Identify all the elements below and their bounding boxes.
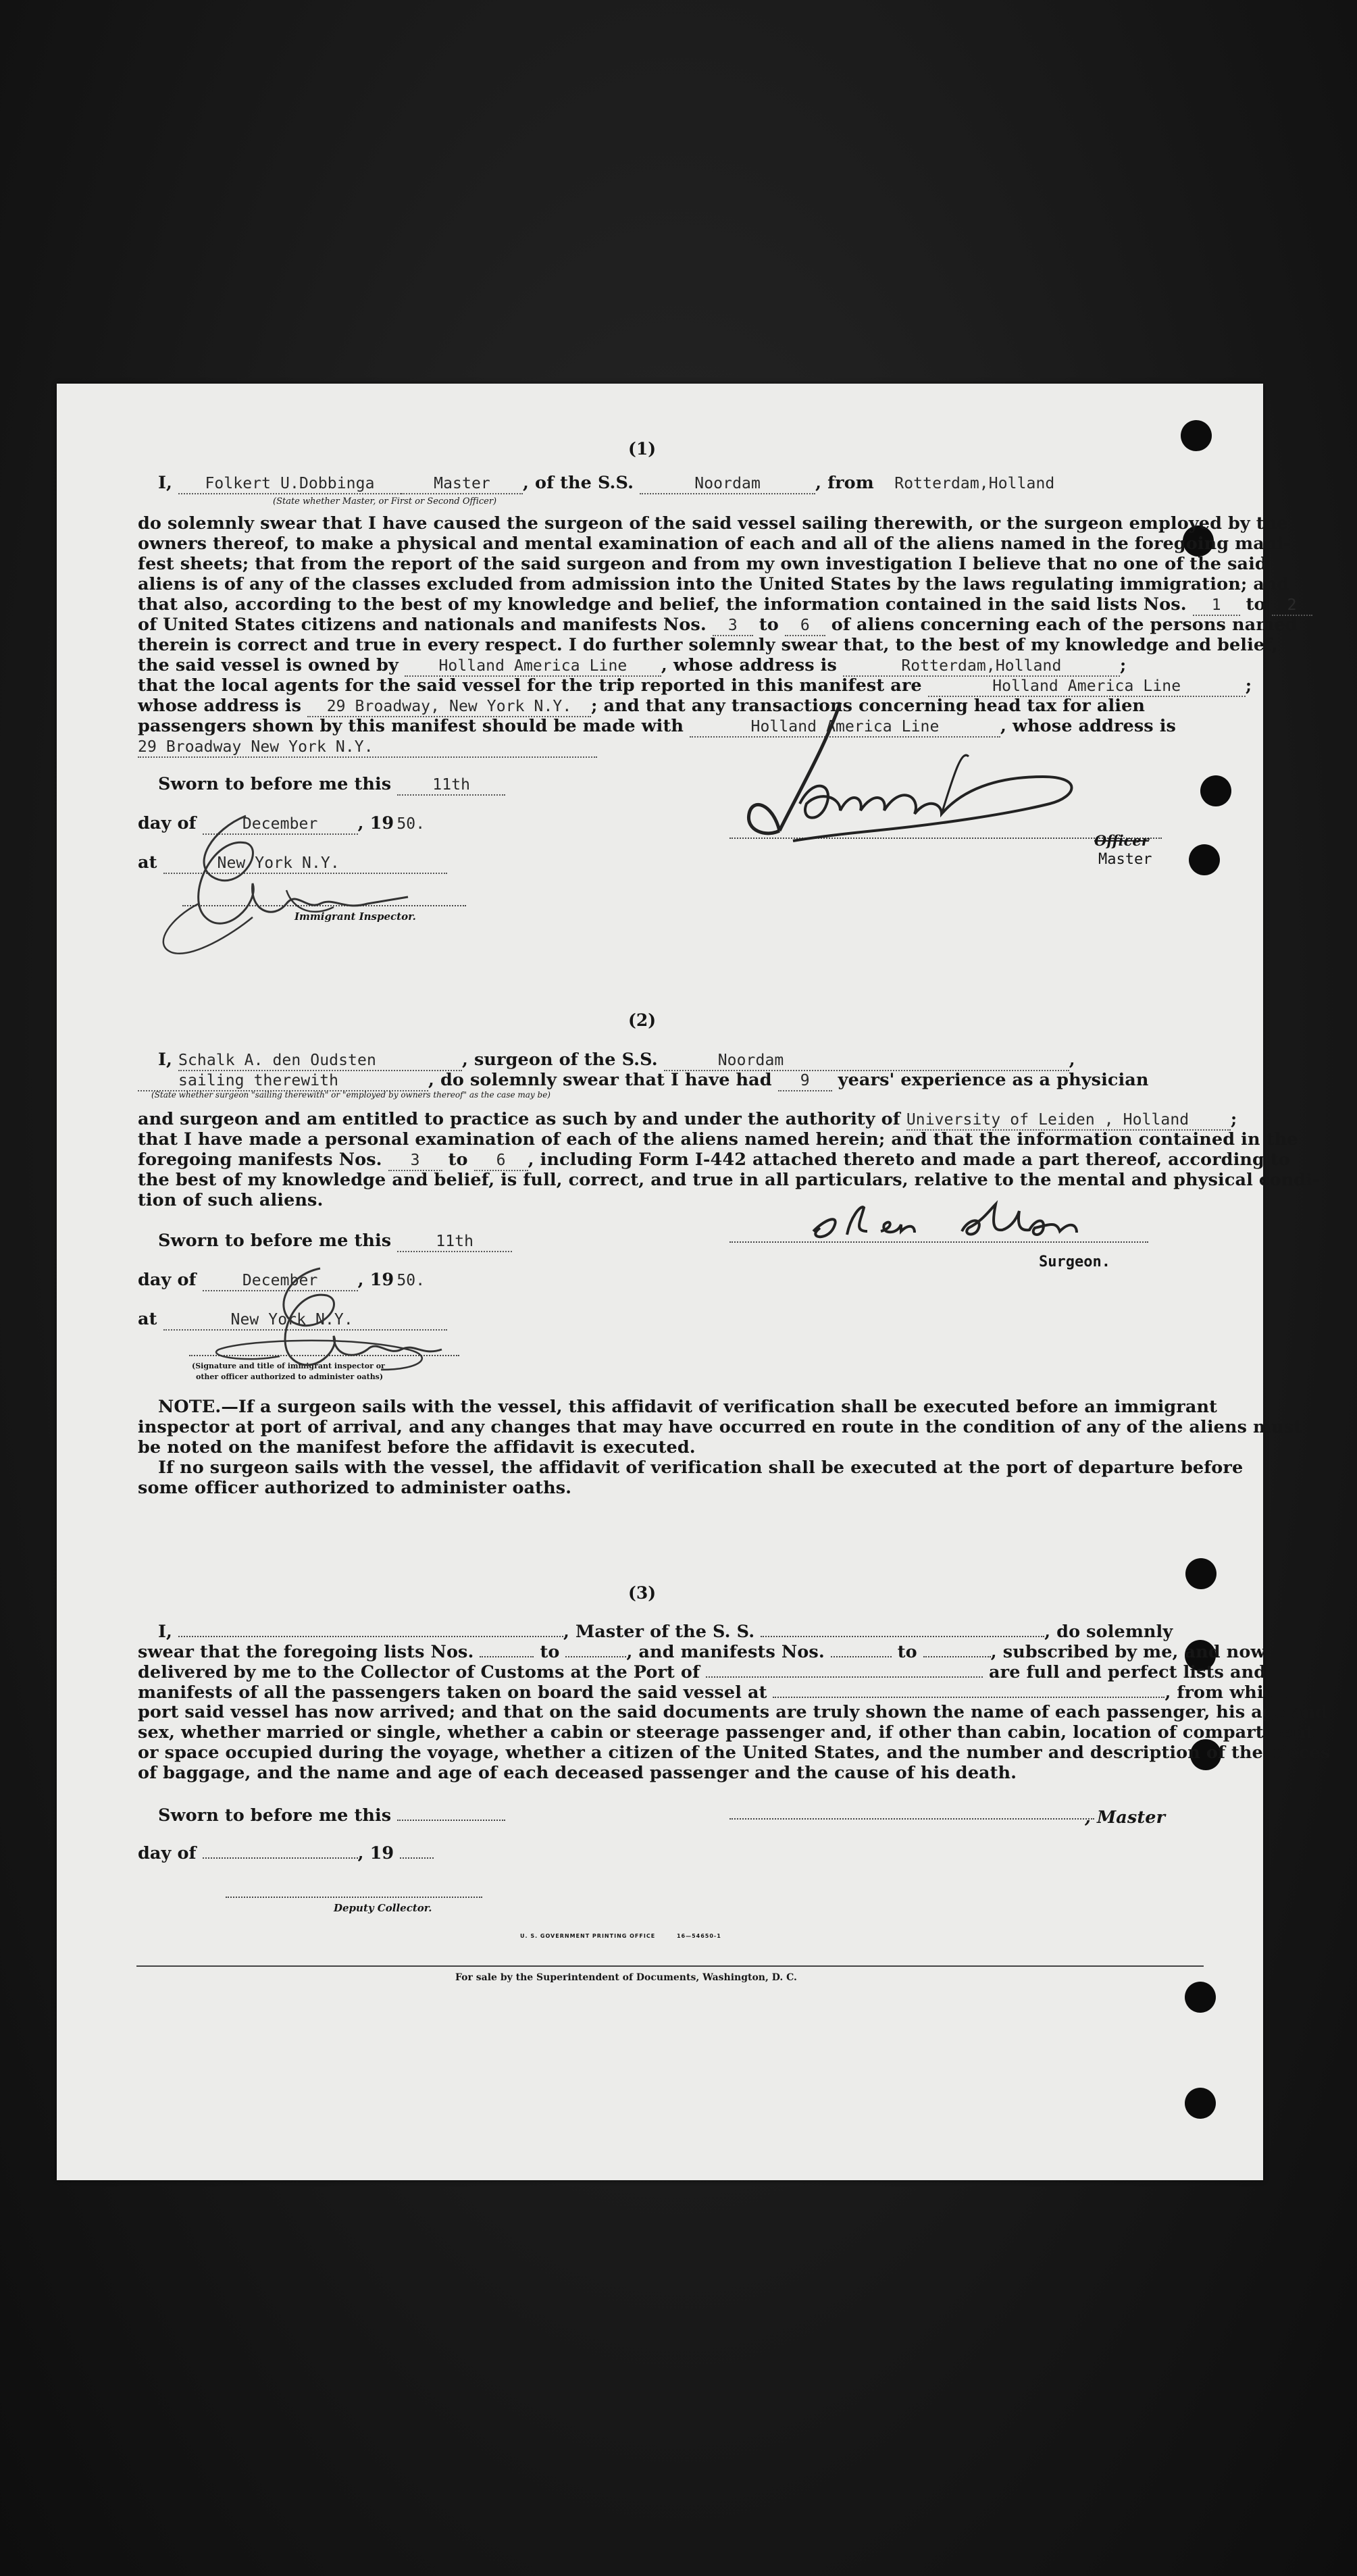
section-2-text: the best of my knowledge and belief, is full, correct, and true in all particulars, relative to the mental and physical condi- — [138, 1170, 1320, 1190]
section-3-line-6: sex, whether married or single, whether a cabin or steerage passenger and, if other than cabin, location of compartment — [138, 1722, 1314, 1743]
surgeon-manifests-to: 6 — [474, 1151, 528, 1171]
section-1-place-line: at New York N.Y. — [138, 852, 447, 874]
section-2-place-line: at New York N.Y. — [138, 1309, 447, 1331]
surgeon-inspector-signature — [178, 1248, 476, 1383]
sworn-year: 50. — [396, 815, 426, 833]
agents-address: 29 Broadway, New York N.Y. — [307, 697, 591, 717]
section-3-line-2: swear that the foregoing lists Nos. to , and manifests Nos. to , subscribed by me, and now — [138, 1642, 1266, 1662]
section-3-sworn-line: Sworn to before me this — [158, 1805, 505, 1826]
surgeon-sworn-day: 11th — [397, 1232, 512, 1252]
manifests-to: 6 — [785, 616, 825, 636]
punch-hole — [1185, 1558, 1217, 1589]
vessel-name: Noordam — [640, 474, 815, 494]
surgeon-sworn-month: December — [203, 1271, 358, 1291]
footer-rule — [136, 1965, 1204, 1967]
section-2-sailing-line: sailing therewith , do solemnly swear that I have had 9 years' experience as a physician — [138, 1070, 1149, 1091]
section-3-number: (3) — [628, 1583, 657, 1603]
section-3-master-line — [729, 1818, 1094, 1820]
sworn-place: New York N.Y. — [163, 854, 447, 874]
head-tax-address: 29 Broadway New York N.Y. — [138, 738, 597, 758]
officer-title: Master — [1098, 851, 1152, 868]
departure-port: Rotterdam,Holland — [894, 475, 1055, 492]
printing-office: U. S. GOVERNMENT PRINTING OFFICE 16—54650-1 — [520, 1933, 721, 1939]
section-3-line-7: or space occupied during the voyage, whether a citizen of the United States, and the number and description of the pieces — [138, 1743, 1331, 1763]
section-3-date-line: day of , 19 — [138, 1843, 434, 1863]
manifest-affidavit-page — [57, 384, 1331, 2180]
lists-to: 2 — [1272, 596, 1312, 616]
master-signature — [739, 696, 1117, 844]
inspector-caption-line-2: other officer authorized to administer oaths) — [196, 1372, 384, 1381]
section-1-headtax-line: passengers shown by this manifest should be made with Holland America Line , whose address is — [138, 716, 1176, 736]
section-2-surgeon-line: I, Schalk A. den Oudsten , surgeon of the S.S. Noordam , — [158, 1050, 1075, 1070]
punch-hole — [1200, 775, 1231, 806]
deputy-collector-caption: Deputy Collector. — [334, 1902, 432, 1914]
surgeon-vessel: Noordam — [664, 1051, 1069, 1071]
inspector-caption-line-1: (Signature and title of immigrant inspector or — [192, 1362, 385, 1370]
vessel-owner: Holland America Line — [405, 656, 661, 677]
surgeon-sworn-place: New York N.Y. — [163, 1310, 447, 1331]
section-1-owner-line: the said vessel is owned by Holland America Line , whose address is Rotterdam,Holland ; — [138, 655, 1127, 675]
punch-hole — [1181, 420, 1212, 451]
master-rank: Master — [401, 474, 523, 494]
section-1-date-line: day of December , 19 50. — [138, 813, 428, 835]
section-2-manifests-line: foregoing manifests Nos. 3 to 6 , including Form I-442 attached thereto and made a part thereof, according to — [138, 1150, 1290, 1170]
note-line-1: NOTE.—If a surgeon sails with the vessel, this affidavit of verification shall be executed before an immigrant — [158, 1397, 1217, 1417]
surgeon-sailing: sailing therewith — [138, 1071, 428, 1091]
owner-address: Rotterdam,Holland — [843, 656, 1120, 677]
note-line-3: be noted on the manifest before the affidavit is executed. — [138, 1437, 696, 1458]
section-1-text: owners thereof, to make a physical and mental examination of each and all of the aliens named in the foregoing mani- — [138, 534, 1291, 554]
section-1-sworn-line: Sworn to before me this 11th — [158, 774, 505, 796]
surgeon-sworn-year: 50. — [396, 1272, 426, 1289]
immigrant-inspector-caption: Immigrant Inspector. — [295, 910, 416, 923]
section-2-authority-line: and surgeon and am entitled to practice as such by and under the authority of University of Leiden , Holland ; — [138, 1109, 1237, 1129]
section-3-master-label: , Master — [1085, 1807, 1166, 1828]
surgeon-manifests-from: 3 — [388, 1151, 442, 1171]
head-tax-agent: Holland America Line — [690, 717, 1000, 738]
section-2-text: that I have made a personal examination of each of the aliens named herein; and that the information contained in the — [138, 1129, 1298, 1150]
section-1-agents-address-line: whose address is 29 Broadway, New York N.Y. ; and that any transactions concerning head tax for alien — [138, 696, 1146, 716]
section-3-line-4: manifests of all the passengers taken on board the said vessel at , from which — [138, 1682, 1287, 1703]
section-1-text: therein is correct and true in every respect. I do further solemnly swear that, to the best of my knowledge and belief, — [138, 635, 1278, 655]
master-name: Folkert U.Dobbinga — [178, 474, 401, 494]
section-3-line-8: of baggage, and the name and age of each deceased passenger and the cause of his death. — [138, 1763, 1017, 1783]
section-3-line-1: I, , Master of the S. S. , do solemnly — [158, 1622, 1173, 1642]
section-2-sworn-line: Sworn to before me this 11th — [158, 1231, 512, 1252]
section-1-text: do solemnly swear that I have caused the surgeon of the said vessel sailing therewith, or the surgeon employed by the — [138, 513, 1288, 534]
punch-hole — [1185, 1982, 1216, 2013]
surgeon-signature — [800, 1191, 1137, 1252]
note-line-4: If no surgeon sails with the vessel, the affidavit of verification shall be executed at the port of departure before — [158, 1458, 1244, 1478]
surgeon-authority: University of Leiden , Holland — [906, 1110, 1231, 1131]
section-1-headtax-address-line — [138, 736, 597, 758]
surgeon-name: Schalk A. den Oudsten — [178, 1051, 462, 1071]
lists-from: 1 — [1193, 596, 1240, 616]
inspector-signature — [111, 802, 421, 958]
section-3-line-5: port said vessel has now arrived; and that on the said documents are truly shown the name of each passenger, his age and — [138, 1702, 1328, 1722]
section-1-number: (1) — [628, 439, 657, 459]
rank-note: (State whether Master, or First or Second Officer) — [273, 496, 497, 507]
note-line-5: some officer authorized to administer oaths. — [138, 1478, 572, 1498]
section-2-text: tion of such aliens. — [138, 1190, 324, 1210]
section-3-line-3: delivered by me to the Collector of Customs at the Port of are full and perfect lists and — [138, 1662, 1266, 1682]
punch-hole — [1185, 2088, 1216, 2119]
section-1-master-line: I, Folkert U.Dobbinga Master , of the S.S. Noordam , from Rotterdam,Holland — [158, 473, 1069, 494]
surgeon-title: Surgeon. — [1039, 1254, 1110, 1270]
local-agents: Holland America Line — [928, 677, 1246, 697]
surgeon-years: 9 — [778, 1071, 832, 1091]
section-1-text: fest sheets; that from the report of the said surgeon and from my own investigation I believe that no one of the said — [138, 554, 1267, 574]
sworn-day: 11th — [397, 775, 505, 796]
sailing-note: (State whether surgeon "sailing therewith" or "employed by owners thereof" as the case may be) — [151, 1090, 551, 1100]
section-1-agents-line: that the local agents for the said vessel for the trip reported in this manifest are Holland America Line ; — [138, 675, 1252, 696]
note-line-2: inspector at port of arrival, and any changes that may have occurred en route in the condition of any of the aliens must — [138, 1417, 1302, 1437]
collector-signature-line — [226, 1897, 482, 1898]
officer-struck-label: Officer — [1094, 832, 1149, 849]
punch-hole — [1189, 844, 1220, 875]
section-1-manifests-line: of United States citizens and nationals and manifests Nos. 3 to 6 of aliens concerning each of the persons named — [138, 615, 1298, 635]
manifests-from: 3 — [713, 616, 753, 636]
section-2-number: (2) — [628, 1010, 657, 1030]
sworn-month: December — [203, 815, 358, 835]
section-2-date-line: day of December , 19 50. — [138, 1270, 428, 1291]
sale-line: For sale by the Superintendent of Documents, Washington, D. C. — [455, 1972, 797, 1983]
section-1-lists-line: that also, according to the best of my knowledge and belief, the information contained in the said lists Nos. 1 to 2 — [138, 594, 1312, 616]
section-1-text: aliens is of any of the classes excluded from admission into the United States by the laws regulating immigration; and — [138, 574, 1289, 594]
